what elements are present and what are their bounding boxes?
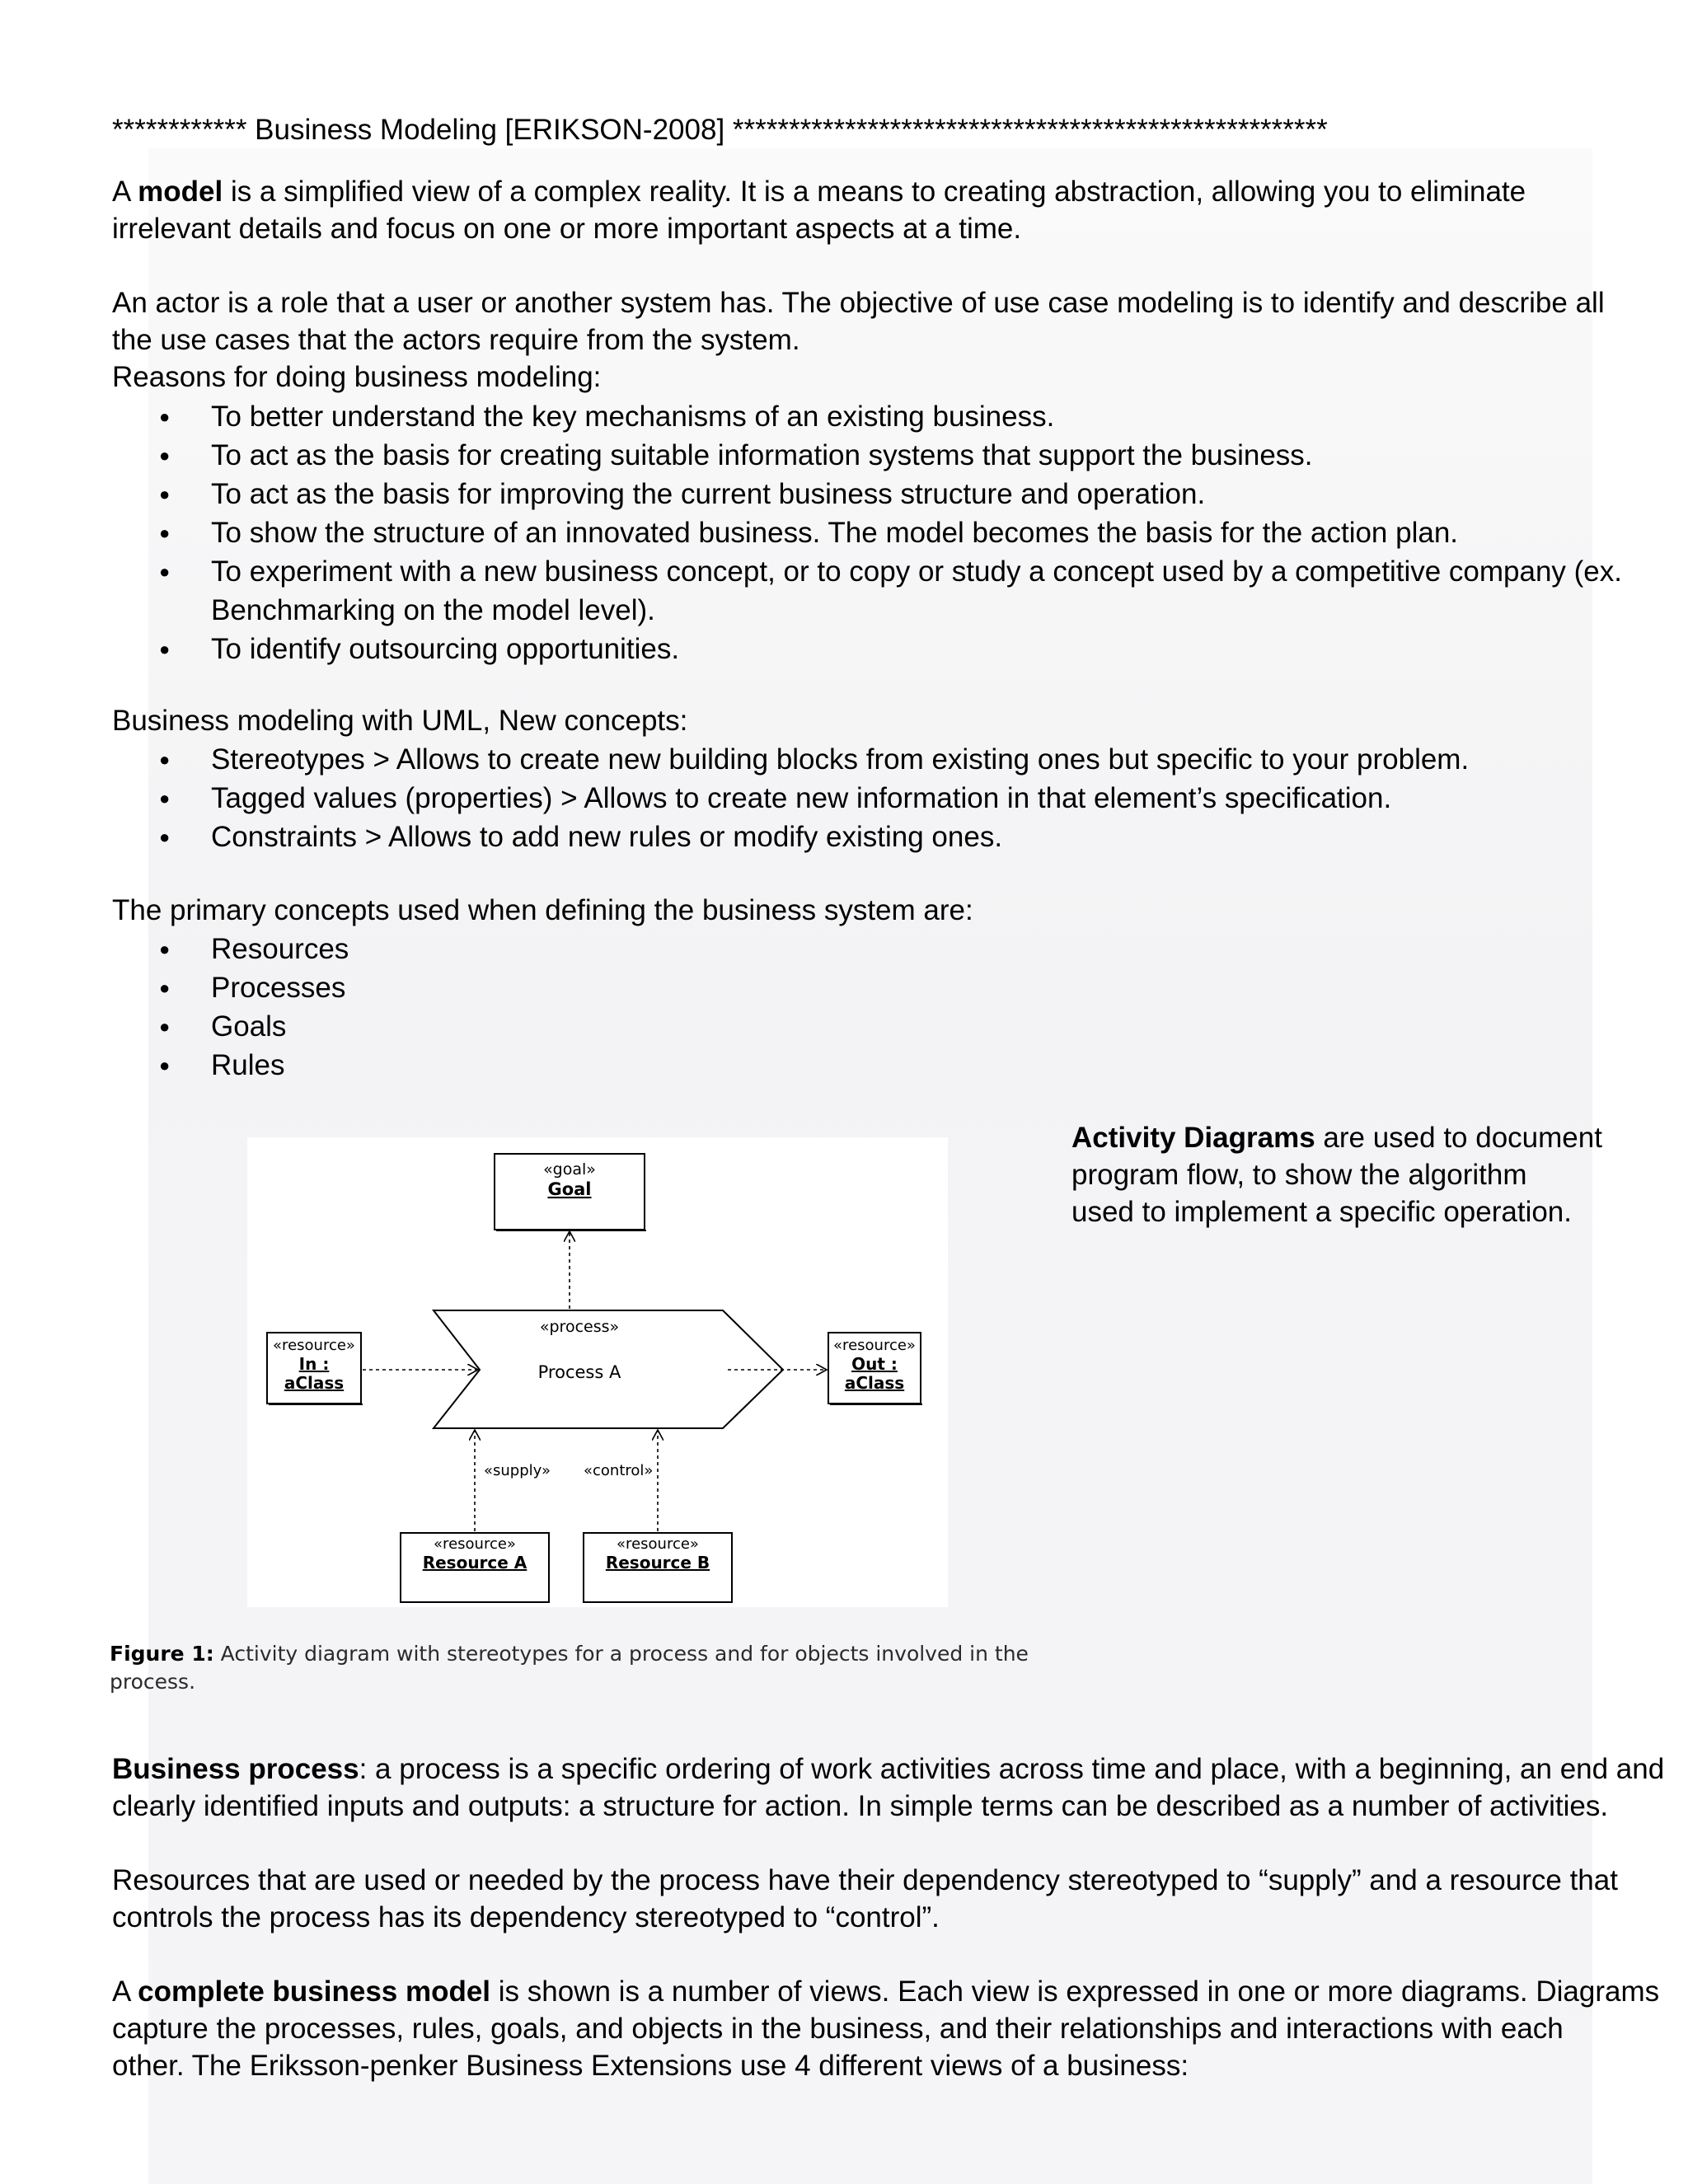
actor-line1: An actor is a role that a user or another system has. The objective of use case modeling is to identify and describe all bbox=[112, 287, 1605, 319]
model-term: model bbox=[138, 176, 223, 208]
process-name: Process A bbox=[537, 1362, 621, 1382]
caption-line1: Activity diagram with stereotypes for a process and for objects involved in the bbox=[213, 1642, 1029, 1666]
uml-heading: Business modeling with UML, New concepts: bbox=[112, 705, 688, 737]
input-resource-node bbox=[267, 1333, 363, 1404]
cbm-line1-rest: is shown is a number of views. Each view is expressed in one or more diagrams. Diagrams bbox=[490, 1975, 1660, 2008]
model-line1-rest: is a simplified view of a complex reality. It is a means to creating abstraction, allowing you to eliminate bbox=[223, 176, 1526, 208]
input-resource-stereotype: «resource» bbox=[273, 1337, 355, 1354]
res-line2: controls the process has its dependency stereotyped to “control”. bbox=[112, 1901, 940, 1933]
list-item: ● To identify outsourcing opportunities. bbox=[112, 630, 1622, 668]
complete-model-paragraph bbox=[112, 1973, 1659, 2084]
business-process-term: Business process bbox=[112, 1753, 359, 1785]
cbm-pre: A bbox=[112, 1975, 138, 2008]
list-item: ● Resources bbox=[112, 930, 349, 968]
activity-diagrams-paragraph bbox=[1071, 1119, 1602, 1230]
cbm-line2: capture the processes, rules, goals, and objects in the business, and their relationships and interactions with each bbox=[112, 2013, 1564, 2045]
caption-line2: process. bbox=[110, 1670, 196, 1694]
list-item: ● Tagged values (properties) > Allows to create new information in that element’s specification. bbox=[112, 779, 1469, 818]
figure-label: Figure 1: bbox=[110, 1642, 214, 1666]
list-item: ● Rules bbox=[112, 1046, 349, 1085]
list-item: ● Constraints > Allows to add new rules or modify existing ones. bbox=[112, 818, 1469, 856]
resource-b-name: Resource B bbox=[605, 1553, 710, 1572]
output-resource-name: Out : bbox=[851, 1354, 898, 1374]
actor-paragraph bbox=[112, 284, 1605, 396]
resources-paragraph bbox=[112, 1862, 1618, 1936]
activity-line3: used to implement a specific operation. bbox=[1071, 1196, 1572, 1228]
list-item: ● To act as the basis for creating suitable information systems that support the business. bbox=[112, 436, 1622, 475]
list-item: ● To better understand the key mechanisms of an existing business. bbox=[112, 397, 1622, 436]
output-resource-node bbox=[828, 1333, 922, 1404]
supply-label: «supply» bbox=[484, 1462, 551, 1479]
list-item: ● To show the structure of an innovated business. The model becomes the basis for the action plan. bbox=[112, 513, 1622, 552]
control-label: «control» bbox=[584, 1462, 654, 1479]
model-line1-pre: A bbox=[112, 176, 138, 208]
list-item: ● Goals bbox=[112, 1007, 349, 1046]
uml-concepts-list bbox=[112, 740, 1469, 856]
list-item-continuation: Benchmarking on the model level). bbox=[211, 594, 655, 626]
list-item: ● Processes bbox=[112, 968, 349, 1007]
bp-line2: clearly identified inputs and outputs: a structure for action. In simple terms can be described as a number of activities. bbox=[112, 1790, 1609, 1822]
resource-b-node bbox=[584, 1533, 732, 1602]
goal-node bbox=[495, 1154, 646, 1230]
resource-a-node bbox=[401, 1533, 549, 1602]
business-process-paragraph bbox=[112, 1750, 1664, 1825]
input-resource-class: aClass bbox=[284, 1373, 345, 1393]
process-stereotype: «process» bbox=[539, 1318, 620, 1336]
primary-concepts-heading: The primary concepts used when defining the business system are: bbox=[112, 894, 973, 926]
resource-b-stereotype: «resource» bbox=[617, 1535, 699, 1553]
res-line1: Resources that are used or needed by the process have their dependency stereotyped to “supply” and a resource that bbox=[112, 1864, 1618, 1896]
goal-stereotype: «goal» bbox=[543, 1160, 596, 1179]
model-paragraph bbox=[112, 173, 1526, 247]
activity-diagrams-term: Activity Diagrams bbox=[1071, 1122, 1315, 1154]
activity-diagram-figure bbox=[247, 1137, 948, 1607]
reasons-heading: Reasons for doing business modeling: bbox=[112, 361, 602, 393]
list-item: ● To experiment with a new business concept, or to copy or study a concept used by a competitive company (ex. bbox=[112, 552, 1622, 591]
cbm-line3: other. The Eriksson-penker Business Extensions use 4 different views of a business: bbox=[112, 2050, 1189, 2082]
primary-concepts-list bbox=[112, 930, 349, 1085]
complete-model-term: complete business model bbox=[138, 1975, 491, 2008]
list-item: ● Stereotypes > Allows to create new building blocks from existing ones but specific to your problem. bbox=[112, 740, 1469, 779]
activity-line2: program flow, to show the algorithm bbox=[1071, 1159, 1527, 1191]
output-resource-stereotype: «resource» bbox=[833, 1337, 916, 1354]
model-line2: irrelevant details and focus on one or more important aspects at a time. bbox=[112, 213, 1022, 245]
activity-line1-rest: are used to document bbox=[1315, 1122, 1602, 1154]
resource-a-stereotype: «resource» bbox=[434, 1535, 516, 1553]
goal-name: Goal bbox=[547, 1179, 592, 1199]
actor-line2: the use cases that the actors require from the system. bbox=[112, 324, 800, 356]
input-resource-name: In : bbox=[298, 1354, 330, 1374]
bp-line1-rest: : a process is a specific ordering of work activities across time and place, with a beginning, an end and bbox=[359, 1753, 1665, 1785]
list-item: ● To act as the basis for improving the current business structure and operation. bbox=[112, 475, 1622, 513]
figure-caption bbox=[110, 1640, 1029, 1696]
activity-diagram bbox=[247, 1137, 948, 1607]
resource-a-name: Resource A bbox=[422, 1553, 528, 1572]
page-header-banner: ************ Business Modeling [ERIKSON-2008] ***************************************************** bbox=[112, 114, 1328, 146]
reasons-list bbox=[112, 397, 1622, 668]
output-resource-class: aClass bbox=[844, 1373, 905, 1393]
